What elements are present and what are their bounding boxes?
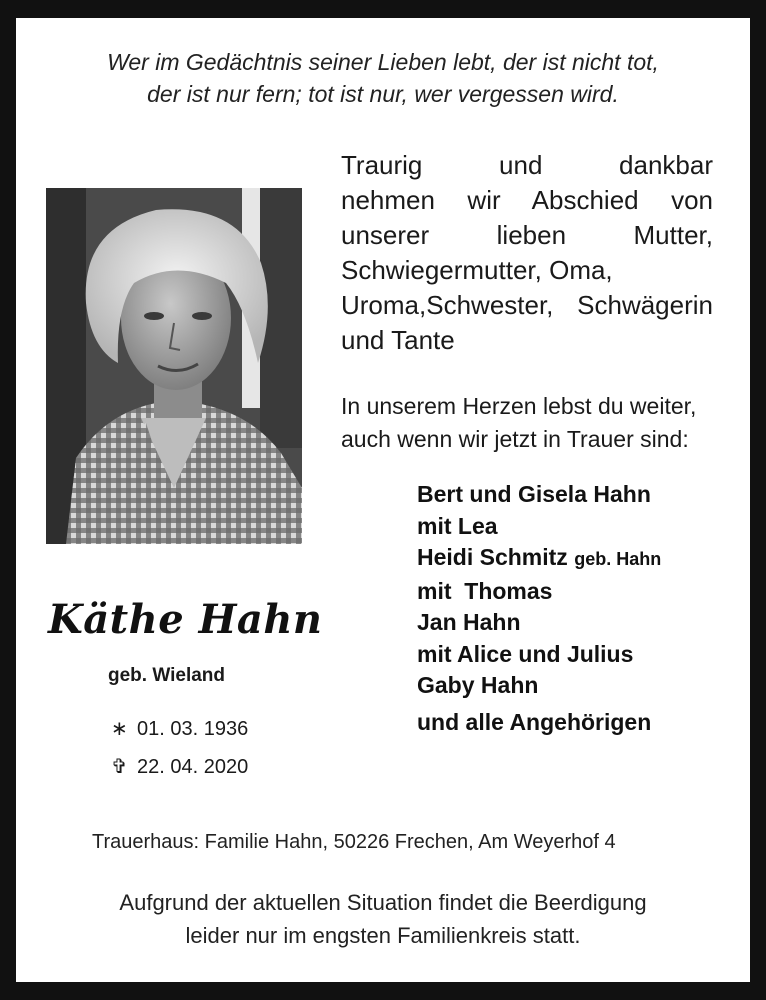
obituary-card bbox=[16, 18, 750, 982]
mourners-list bbox=[417, 479, 737, 738]
announcement-line-2: nehmen wir Abschied von bbox=[341, 185, 713, 215]
death-date: 22. 04. 2020 bbox=[137, 756, 249, 778]
mourner-line bbox=[417, 542, 737, 576]
portrait-photo bbox=[46, 188, 302, 544]
life-dates bbox=[111, 710, 248, 786]
mourner-name: Heidi Schmitz bbox=[417, 544, 568, 570]
announcement-line-3: unserer lieben Mutter, bbox=[341, 220, 713, 250]
quote-line-2: der ist nur fern; tot ist nur, wer vergessen wird. bbox=[147, 81, 619, 107]
deceased-maiden-name: geb. Wieland bbox=[108, 665, 226, 686]
birth-star-icon: ∗ bbox=[111, 718, 128, 740]
birth-date: 01. 03. 1936 bbox=[137, 718, 249, 740]
mourner-line: Bert und Gisela Hahn bbox=[417, 481, 651, 507]
deceased-name: Käthe Hahn bbox=[48, 596, 323, 643]
cross-icon: ✞ bbox=[111, 756, 128, 778]
announcement-text bbox=[341, 148, 713, 358]
mourner-line: mit Alice und Julius bbox=[417, 640, 634, 667]
funeral-notice bbox=[16, 886, 750, 952]
memorial-quote bbox=[16, 46, 750, 110]
announcement-line-6: und Tante bbox=[341, 325, 455, 355]
mourner-line: Gaby Hahn bbox=[417, 672, 539, 698]
announcement-line-5: Uroma,Schwester, Schwägerin bbox=[341, 290, 713, 320]
heart-line-1: In unserem Herzen lebst du weiter, bbox=[341, 393, 697, 419]
mourner-line: Jan Hahn bbox=[417, 609, 521, 635]
mourner-maiden-name: geb. Hahn bbox=[574, 549, 662, 569]
portrait-illustration bbox=[46, 188, 302, 544]
death-date-row bbox=[111, 748, 248, 786]
mourning-house-address: Trauerhaus: Familie Hahn, 50226 Frechen, Am Weyerhof 4 bbox=[92, 831, 616, 853]
heart-line-2: auch wenn wir jetzt in Trauer sind: bbox=[341, 426, 689, 452]
notice-line-1: Aufgrund der aktuellen Situation findet die Beerdigung bbox=[119, 890, 647, 915]
mourner-line: und alle Angehörigen bbox=[417, 708, 652, 735]
notice-line-2: leider nur im engsten Familienkreis statt. bbox=[185, 923, 581, 948]
announcement-line-4: Schwiegermutter, Oma, bbox=[341, 255, 613, 285]
birth-date-row bbox=[111, 710, 248, 748]
heart-text bbox=[341, 390, 721, 456]
mourner-line: mit Lea bbox=[417, 512, 498, 539]
mourner-line: mit Thomas bbox=[417, 577, 553, 604]
quote-line-1: Wer im Gedächtnis seiner Lieben lebt, der ist nicht tot, bbox=[107, 49, 659, 75]
announcement-line-1: Traurig und dankbar bbox=[341, 150, 713, 180]
